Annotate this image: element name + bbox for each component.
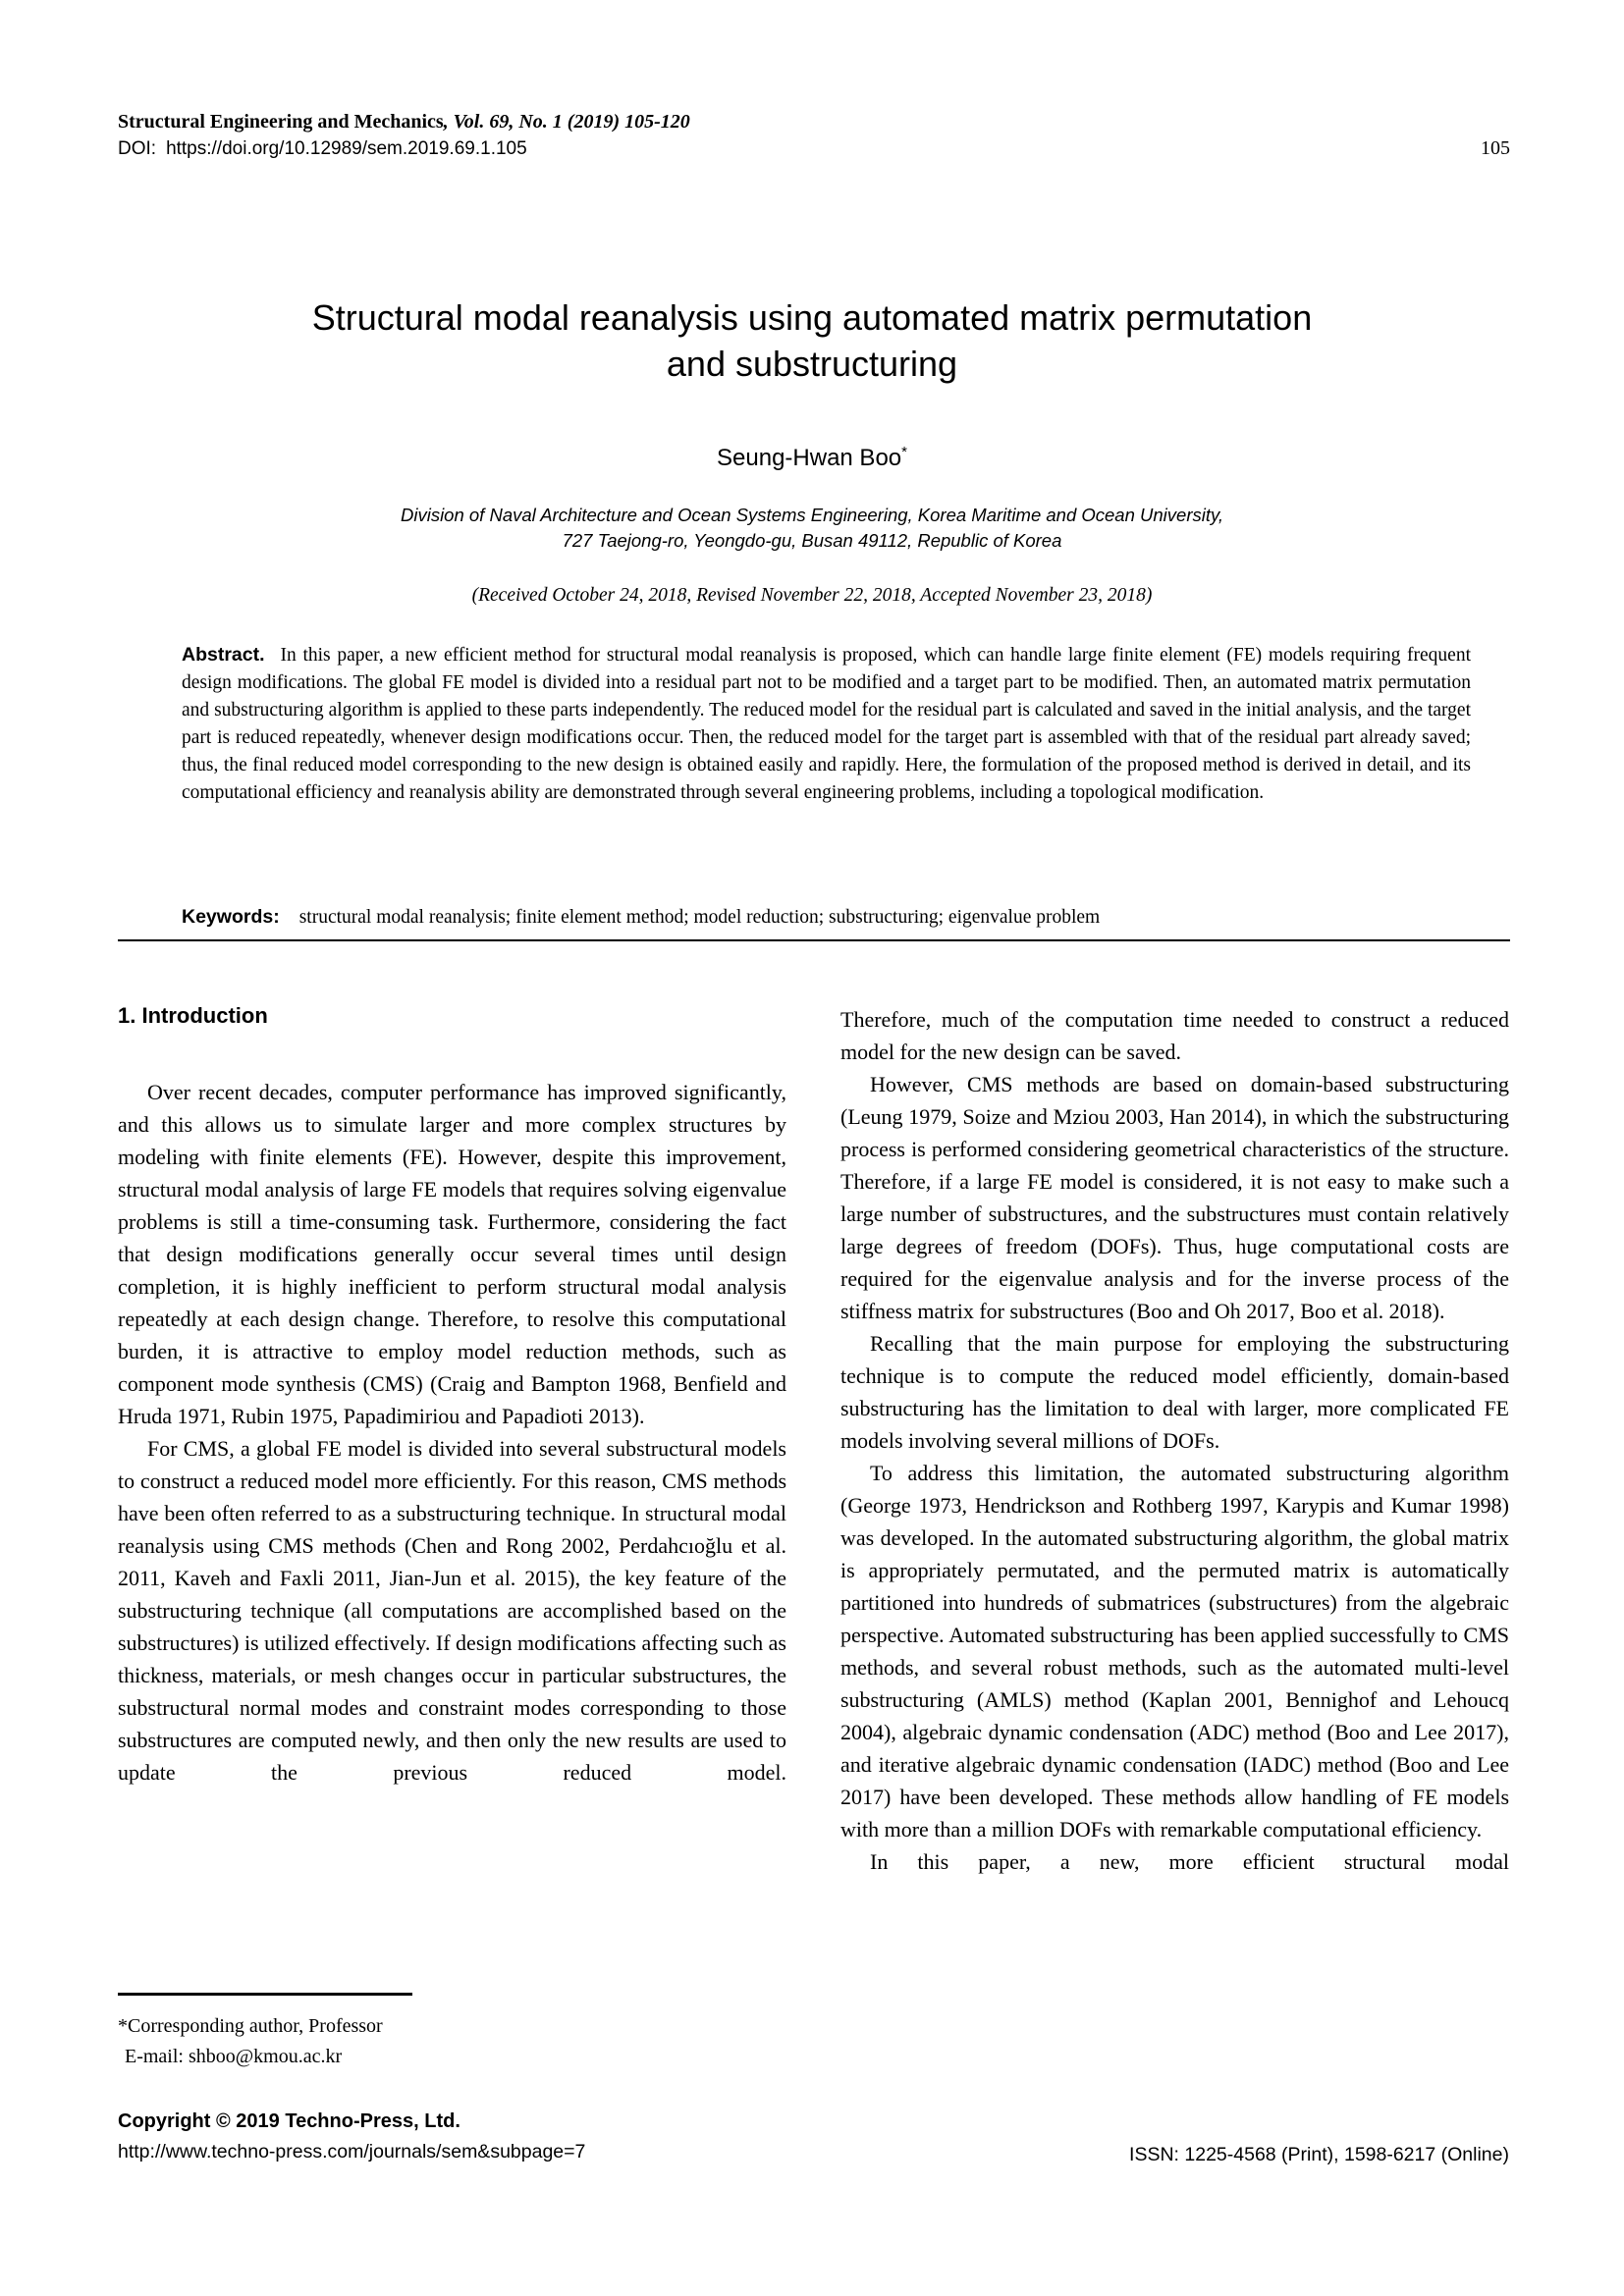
paragraph: Recalling that the main purpose for employing the substructuring technique is to compute the reduced model efficiently, domain-based substructuring has the limitation to deal with larger, more complicated FE models involving several millions of DOFs. [840,1331,1509,1453]
right-column [840,1003,1509,1878]
paper-title [0,294,1624,387]
copyright-line: Copyright © 2019 Techno-Press, Ltd. [118,2110,460,2132]
keywords-text: structural modal reanalysis; finite element method; model reduction; substructuring; eigenvalue problem [298,907,1101,928]
doi-line [118,137,1510,160]
abstract-block [182,641,1471,807]
paragraph: For CMS, a global FE model is divided into several substructural models to construct a reduced model more efficiently. For this reason, CMS methods have been often referred to as a substructuring technique. In structural modal reanalysis using CMS methods (Chen and Rong 2002, Perdahcıoğlu et al. 2011, Kaveh and Faxli 2011, Jian-Jun et al. 2015), the key feature of the substructuring technique (all computations are accomplished based on the substructures) is utilized effectively. If design modifications affecting such as thickness, materials, or mesh changes occur in particular substructures, the substructural normal modes and constraint modes corresponding to those substructures are computed newly, and then only the new results are used to update the previous reduced model. [118,1436,786,1785]
abstract-label: Abstract. [182,644,265,666]
doi-group [118,137,527,160]
journal-name: Structural Engineering and Mechanics [118,111,444,133]
affiliation [0,503,1624,554]
paragraph: Over recent decades, computer performance has improved significantly, and this allows us to simulate larger and more complex structures by modeling with finite elements (FE). However, despite this improvement, structural modal analysis of large FE models that requires solving eigenvalue problems is still a time-consuming task. Furthermore, considering the fact that design modifications generally occur several times until design completion, it is highly inefficient to perform structural modal analysis repeatedly at each design change. Therefore, to resolve this computational burden, it is attractive to employ model reduction methods, such as component mode synthesis (CMS) (Craig and Bampton 1968, Benfield and Hruda 1971, Rubin 1975, Papadimiriou and Papadioti 2013). [118,1080,786,1428]
affiliation-line1: Division of Naval Architecture and Ocean Systems Engineering, Korea Maritime and Ocean University, [400,505,1223,525]
affiliation-line2: 727 Taejong-ro, Yeongdo-gu, Busan 49112, Republic of Korea [562,530,1062,551]
author-name: Seung-Hwan Boo [717,445,902,471]
keywords-block [182,904,1471,931]
page-number: 105 [1481,137,1510,159]
publisher-url: http://www.techno-press.com/journals/sem&subpage=7 [118,2141,586,2163]
section-heading-introduction: 1. Introduction [118,1003,268,1028]
paragraph: Therefore, much of the computation time needed to construct a reduced model for the new design can be saved. [840,1007,1509,1064]
paragraph: In this paper, a new, more efficient structural modal [870,1849,1509,1874]
author-line [0,439,1624,472]
keywords-label: Keywords: [182,906,280,928]
page-header [118,110,1510,160]
paragraph: However, CMS methods are based on domain-based substructuring (Leung 1979, Soize and Mziou 2003, Han 2014), in which the substructuring process is performed considering geometrical characteristics of the structure. Therefore, if a large FE model is considered, it is not easy to make such a large number of substructures, and the substructures must contain relatively large degrees of freedom (DOFs). Thus, huge computational costs are required for the eigenvalue analysis and for the inverse process of the stiffness matrix for substructures (Boo and Oh 2017, Boo et al. 2018). [840,1072,1509,1323]
doi-label: DOI: [118,138,157,159]
author-email: E-mail: shboo@kmou.ac.kr [125,2046,343,2067]
paper-title-line2: and substructuring [666,344,958,384]
corresponding-author-mark: * [901,444,907,460]
footnote-rule [118,1993,412,1996]
abstract-text: In this paper, a new efficient method for structural modal reanalysis is proposed, which can handle large finite element (FE) models requiring frequent design modifications. The global FE model is divided into a residual part not to be modified and a target part to be modified. Then, an automated matrix permutation and substructuring algorithm is applied to these parts independently. The reduced model for the residual part is calculated and saved in the initial analysis, and the target part is reduced repeatedly, whenever design modifications occur. Then, the reduced model for the target part is assembled with that of the residual part already saved; thus, the final reduced model corresponding to the new design is obtained easily and rapidly. Here, the formulation of the proposed method is derived in detail, and its computational efficiency and reanalysis ability are demonstrated through several engineering problems, including a topological modification. [182,645,1471,803]
footnote-block [118,1993,786,2072]
received-dates-line: (Received October 24, 2018, Revised November 22, 2018, Accepted November 23, 2018) [471,585,1153,606]
corresponding-author-note: *Corresponding author, Professor [118,2015,383,2037]
left-column [118,1003,786,1789]
doi-value: https://doi.org/10.12989/sem.2019.69.1.105 [166,138,527,159]
paper-title-line1: Structural modal reanalysis using automated matrix permutation [311,297,1313,338]
journal-issue: , Vol. 69, No. 1 (2019) 105-120 [443,111,690,133]
issn-line: ISSN: 1225-4568 (Print), 1598-6217 (Online) [1129,2144,1509,2165]
keywords-divider-rule [118,939,1510,941]
paragraph: To address this limitation, the automated substructuring algorithm (George 1973, Hendrickson and Rothberg 1997, Karypis and Kumar 1998) was developed. In the automated substructuring algorithm, the global matrix is appropriately permutated, and the permuted matrix is automatically partitioned into hundreds of submatrices (substructures) from the algebraic perspective. Automated substructuring has been applied successfully to CMS methods, and several robust methods, such as the automated multi-level substructuring (AMLS) method (Kaplan 2001, Bennighof and Lehoucq 2004), algebraic dynamic condensation (ADC) method (Boo and Lee 2017), and iterative algebraic dynamic condensation (IADC) method (Boo and Lee 2017) have been developed. These methods allow handling of FE models with more than a million DOFs with remarkable computational efficiency. [840,1461,1509,1842]
journal-title-line [118,110,1510,133]
